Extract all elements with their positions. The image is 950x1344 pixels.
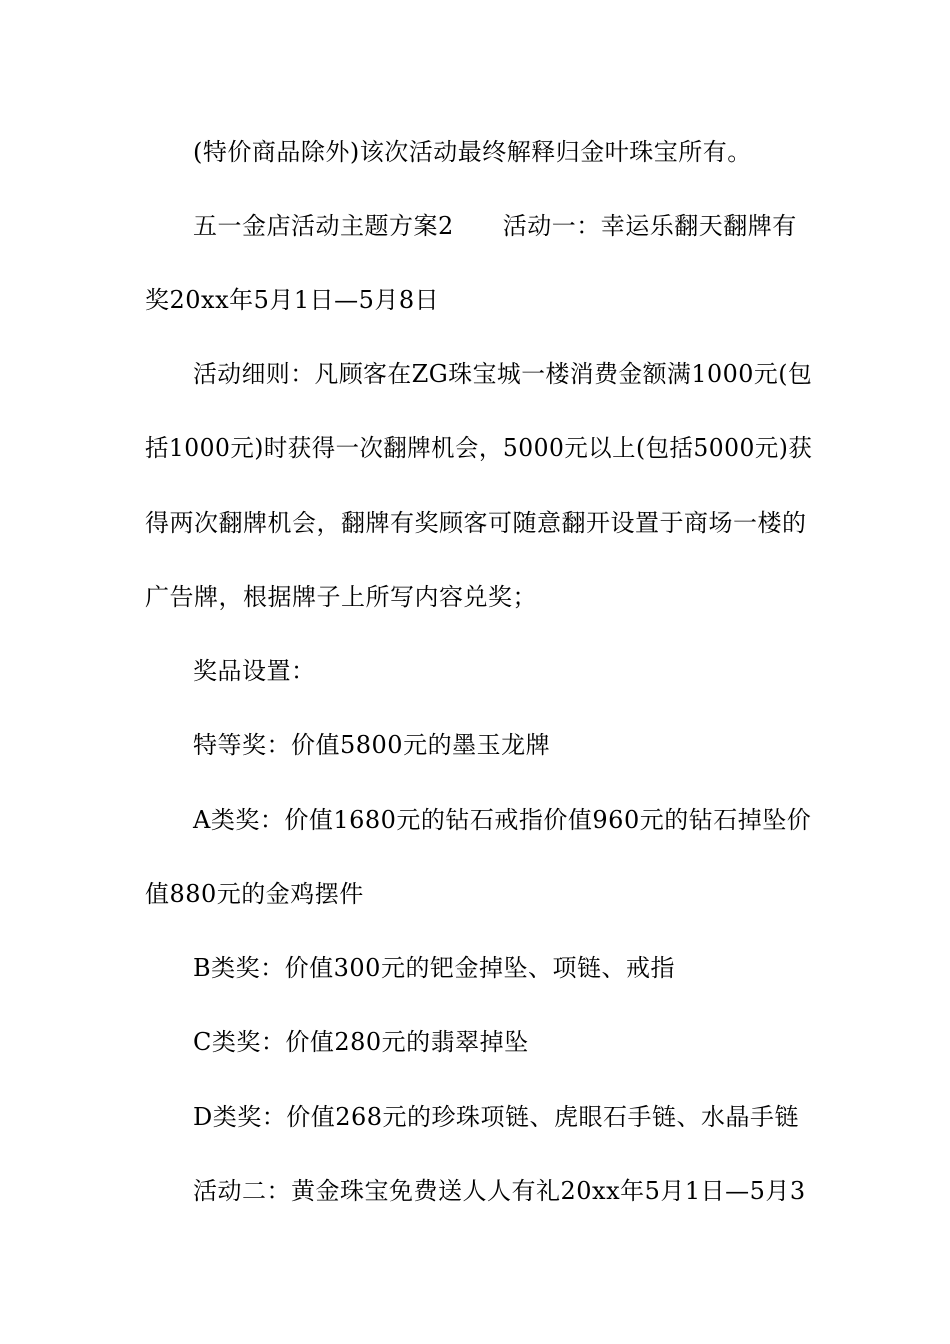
paragraph-line: 值880元的金鸡摆件 — [145, 880, 364, 908]
paragraph-line: 五一金店活动主题方案2 活动一：幸运乐翻天翻牌有 — [193, 212, 797, 240]
paragraph-line: 特等奖：价值5800元的墨玉龙牌 — [193, 731, 551, 759]
paragraph-line: 得两次翻牌机会，翻牌有奖顾客可随意翻开设置于商场一楼的 — [145, 509, 807, 537]
paragraph-line: 奖20xx年5月1日—5月8日 — [145, 286, 440, 314]
paragraph-line: C类奖：价值280元的翡翠掉坠 — [193, 1028, 529, 1056]
paragraph-line: D类奖：价值268元的珍珠项链、虎眼石手链、水晶手链 — [193, 1103, 800, 1131]
paragraph-line: 广告牌，根据牌子上所写内容兑奖； — [145, 583, 537, 611]
paragraph-line: 奖品设置： — [193, 657, 316, 685]
paragraph-line: 活动细则：凡顾客在ZG珠宝城一楼消费金额满1000元(包 — [193, 360, 813, 388]
paragraph-line: 活动二：黄金珠宝免费送人人有礼20xx年5月1日—5月3 — [193, 1177, 806, 1205]
paragraph-line: A类奖：价值1680元的钻石戒指价值960元的钻石掉坠价 — [193, 806, 812, 834]
paragraph-line: (特价商品除外)该次活动最终解释归金叶珠宝所有。 — [193, 138, 752, 166]
paragraph-line: B类奖：价值300元的钯金掉坠、项链、戒指 — [193, 954, 675, 982]
paragraph-line: 括1000元)时获得一次翻牌机会，5000元以上(包括5000元)获 — [145, 434, 813, 462]
